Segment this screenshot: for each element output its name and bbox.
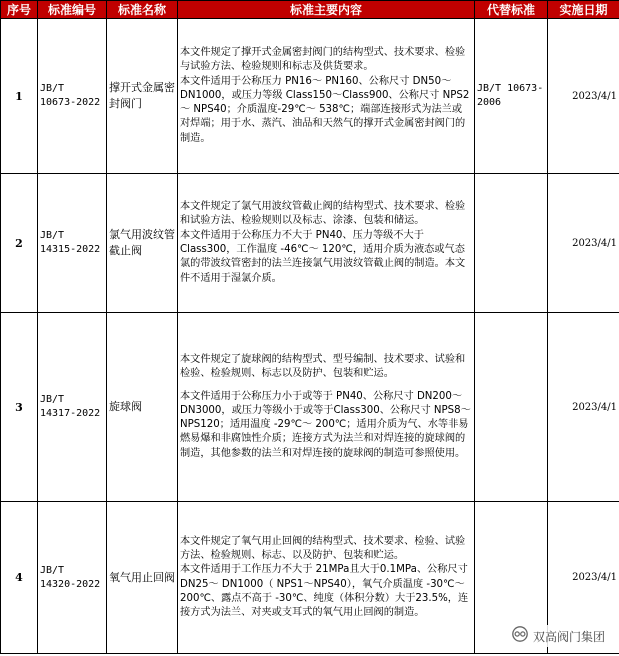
header-name: 标准名称 xyxy=(107,1,178,19)
watermark xyxy=(509,625,607,647)
row-replace: JB/T 10673-2006 xyxy=(475,19,548,174)
row-replace xyxy=(475,313,548,502)
row-no: 2 xyxy=(1,174,38,313)
row-date: 2023/4/1 xyxy=(548,502,619,654)
row-no: 4 xyxy=(1,502,38,654)
row-code: JB/T 14315-2022 xyxy=(38,174,107,313)
table-row xyxy=(1,19,619,174)
row-date: 2023/4/1 xyxy=(548,313,619,502)
row-content xyxy=(178,502,475,654)
header-no: 序号 xyxy=(1,1,38,19)
content-para: 本文件适用于公称压力 PN16～ PN160、公称尺寸 DN50～ DN1000，或压力等级 Class150～Class900、公称尺寸 NPS2～ NPS40；介质温度-29℃～ 538℃；端部连接形式为法兰或对焊端；用于水、蒸汽、油品和天然气的撑开式金属密封阀门的制造。 xyxy=(180,75,470,144)
content-para: 本文件规定了撑开式金属密封阀门的结构型式、技术要求、检验与试验方法、检验规则和标志及供货要求。 xyxy=(180,46,466,73)
row-code: JB/T 14317-2022 xyxy=(38,313,107,502)
row-name: 撑开式金属密封阀门 xyxy=(107,19,178,174)
table-row xyxy=(1,174,619,313)
row-date: 2023/4/1 xyxy=(548,174,619,313)
row-name: 氧气用止回阀 xyxy=(107,502,178,654)
content-para: 本文件规定了氧气用止回阀的结构型式、技术要求、检验、试验方法、检验规则、标志、以及防护、包装和贮运。 xyxy=(180,535,466,561)
header-date: 实施日期 xyxy=(548,1,619,19)
row-no: 1 xyxy=(1,19,38,174)
row-replace xyxy=(475,174,548,313)
header-code: 标准编号 xyxy=(38,1,107,19)
table-row xyxy=(1,313,619,502)
watermark-text: 双高阀门集团 xyxy=(532,629,605,644)
row-content xyxy=(178,19,475,174)
table-header-row xyxy=(1,1,619,19)
row-name: 氯气用波纹管截止阀 xyxy=(107,174,178,313)
header-content: 标准主要内容 xyxy=(178,1,475,19)
content-para: 本文件适用于公称压力不大于 PN40、压力等级不大于Class300，工作温度 -46℃～ 120℃，适用介质为液态或气态氯的带波纹管密封的法兰连接氯气用波纹管截止阀的制造。本文件不适用于湿氯介质。 xyxy=(180,229,466,284)
content-para: 本文件适用于工作压力不大于 21MPa且大于0.1MPa、公称尺寸DN25～ DN1000（ NPS1～NPS40），氧气介质温度 -30℃～ 200℃、露点不高于 -30℃、纯度（体积分数）大于23.5%，连接方式为法兰、对夹或支耳式的氧气用止回阀的制造。 xyxy=(180,564,469,619)
row-content xyxy=(178,174,475,313)
wechat-official-account-icon xyxy=(511,625,529,647)
row-code: JB/T 14320-2022 xyxy=(38,502,107,654)
row-date: 2023/4/1 xyxy=(548,19,619,174)
header-replace: 代替标准 xyxy=(475,1,548,19)
content-para: 本文件规定了氯气用波纹管截止阀的结构型式、技术要求、检验和试验方法、检验规则以及标志、涂漆、包装和储运。 xyxy=(180,201,466,227)
content-para: 本文件适用于公称压力小于或等于 PN40、公称尺寸 DN200～DN3000，或压力等级小于或等于Class300、公称尺寸 NPS8～ NPS120；适用温度 -29℃～ 200℃；适用介质为气、水等非易燃易爆和非腐蚀性介质；连接方式为法兰和对焊连接的旋球阀的制造，其他参数的法兰和对焊连接的旋球阀的制造可参照使用。 xyxy=(180,390,471,459)
row-name: 旋球阀 xyxy=(107,313,178,502)
content-para: 本文件规定了旋球阀的结构型式、型号编制、技术要求、试验和检验、检验规则、标志以及防护、包装和贮运。 xyxy=(180,353,466,380)
row-no: 3 xyxy=(1,313,38,502)
row-code: JB/T 10673-2022 xyxy=(38,19,107,174)
row-content xyxy=(178,313,475,502)
